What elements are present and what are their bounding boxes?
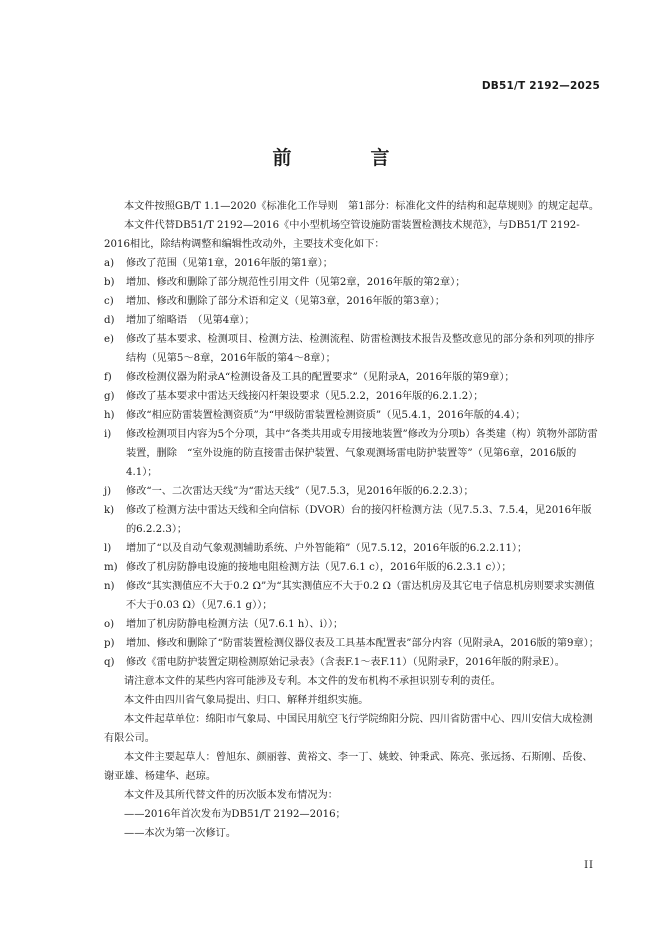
list-item-text: 增加、修改和删除了部分术语和定义（见第3章，2016年版的第3章）； xyxy=(126,296,446,307)
list-item xyxy=(104,387,600,406)
list-item xyxy=(104,254,600,273)
list-item-text: 增加了“以及自动气象观测辅助系统、户外智能箱”（见7.5.12，2016年版的6.2.2.11）； xyxy=(126,543,528,554)
list-marker: e) xyxy=(104,334,115,345)
list-item xyxy=(104,311,600,330)
history-intro-paragraph: 本文件及其所代替文件的历次版本发布情况为： xyxy=(124,790,338,801)
patent-notice: 请注意本文件的某些内容可能涉及专利。本文件的发布机构不承担识别专利的责任。 xyxy=(124,676,501,687)
list-item xyxy=(104,615,600,634)
page-title: 前 言 xyxy=(272,147,420,169)
intro-paragraph: 本文件代替DB51/T 2192—2016《中小型机场空管设施防雷装置检测技术规范》，与DB51/T 2192-2016相比，除结构调整和编辑性改动外，主要技术变化如下： xyxy=(104,220,580,250)
list-item-text: 修改“一、二次雷达天线”为“雷达天线”（见7.5.3，见2016年版的6.2.2.3）； xyxy=(126,486,474,497)
list-item-text: 修改《雷电防护装置定期检测原始记录表》（含表F.1～表F.11）（见附录F，2016年版的附录E）。 xyxy=(126,657,565,668)
document-body xyxy=(104,197,600,843)
list-marker: m) xyxy=(104,562,118,573)
list-item-text: 修改“相应防雷装置检测资质”为“甲级防雷装置检测资质”（见5.4.1，2016年版的4.4）； xyxy=(126,410,526,421)
drafting-units-paragraph: 本文件起草单位：绵阳市气象局、中国民用航空飞行学院绵阳分院、四川省防雷中心、四川安信大成检测有限公司。 xyxy=(104,714,593,744)
changes-list xyxy=(104,254,600,672)
list-marker: a) xyxy=(104,258,115,269)
list-item-text: 增加了缩略语 （见第4章）； xyxy=(126,315,255,326)
list-item-text: 增加、修改和删除了部分规范性引用文件（见第2章，2016年版的第2章）； xyxy=(126,277,466,288)
list-item-text: 修改检测项目内容为5个分项，其中“各类共用或专用接地装置”修改为分项b）各类建（构）筑物外部防雷装置，删除 “室外设施的防直接雷击保护装置、气象观测场雷电防护装置等”（见第6章，2016版的4.1）； xyxy=(126,429,598,478)
list-item xyxy=(104,539,600,558)
list-marker: l) xyxy=(104,543,112,554)
list-item xyxy=(104,425,600,482)
list-marker: n) xyxy=(104,581,115,592)
list-item-text: 增加、修改和删除了“防雷装置检测仪器仪表及工具基本配置表”部分内容（见附录A，2016版的第9章）； xyxy=(126,638,599,649)
list-item-text: 增加了机房防静电检测方法（见7.6.1 h）、i））； xyxy=(126,619,344,630)
list-item xyxy=(104,273,600,292)
list-marker: o) xyxy=(104,619,115,630)
list-marker: c) xyxy=(104,296,114,307)
list-item xyxy=(104,406,600,425)
list-item xyxy=(104,634,600,653)
list-item-text: 修改了基本要求、检测项目、检测方法、检测流程、防雷检测技术报告及整改意见的部分条和列项的排序结构（见第5～8章，2016年版的第4～8章）； xyxy=(126,334,595,364)
history-item: ——本次为第一次修订。 xyxy=(124,828,237,839)
list-marker: q) xyxy=(104,657,115,668)
list-item xyxy=(104,577,600,615)
list-marker: j) xyxy=(104,486,112,497)
list-item xyxy=(104,558,600,577)
list-item-text: 修改了检测方法中雷达天线和全向信标（DVOR）台的接闪杆检测方法（见7.5.3、7.5.4，见2016年版的6.2.2.3）； xyxy=(126,505,592,535)
list-marker: i) xyxy=(104,429,112,440)
list-marker: b) xyxy=(104,277,115,288)
list-item xyxy=(104,482,600,501)
list-item-text: 修改检测仪器为附录A“检测设备及工具的配置要求”（见附录A，2016年版的第9章）； xyxy=(126,372,515,383)
proposer-paragraph: 本文件由四川省气象局提出、归口、解释并组织实施。 xyxy=(124,695,369,706)
list-item xyxy=(104,292,600,311)
list-marker: h) xyxy=(104,410,115,421)
list-marker: p) xyxy=(104,638,115,649)
standard-code: DB51/T 2192—2025 xyxy=(481,80,600,92)
list-item-text: 修改了范围（见第1章，2016年版的第1章）； xyxy=(126,258,333,269)
drafters-paragraph: 本文件主要起草人：曾旭东、颜丽蓉、黄裕文、李一丁、姚蛟、钟秉武、陈亮、张远扬、石斯刚、岳俊、谢亚雄、杨建华、赵琼。 xyxy=(104,752,593,782)
list-item-text: 修改了机房防静电设施的接地电阻检测方法（见7.6.1 c），2016年版的6.2.3.1 c））； xyxy=(126,562,512,573)
list-marker: k) xyxy=(104,505,115,516)
list-item xyxy=(104,368,600,387)
list-marker: d) xyxy=(104,315,115,326)
history-item: ——2016年首次发布为DB51/T 2192—2016； xyxy=(124,809,346,820)
list-item-text: 修改了基本要求中雷达天线接闪杆架设要求（见5.2.2，2016年版的6.2.1.2）； xyxy=(126,391,484,402)
list-marker: f) xyxy=(104,372,112,383)
intro-paragraph: 本文件按照GB/T 1.1—2020《标准化工作导则 第1部分：标准化文件的结构和起草规则》的规定起草。 xyxy=(124,201,600,212)
page-number: II xyxy=(584,860,594,871)
list-marker: g) xyxy=(104,391,115,402)
list-item-text: 修改“其实测值应不大于0.2 Ω”为“其实测值应不大于0.2 Ω（雷达机房及其它电子信息机房则要求实测值不大于0.03 Ω）（见7.6.1 g））； xyxy=(126,581,595,611)
list-item xyxy=(104,501,600,539)
list-item xyxy=(104,653,600,672)
list-item xyxy=(104,330,600,368)
